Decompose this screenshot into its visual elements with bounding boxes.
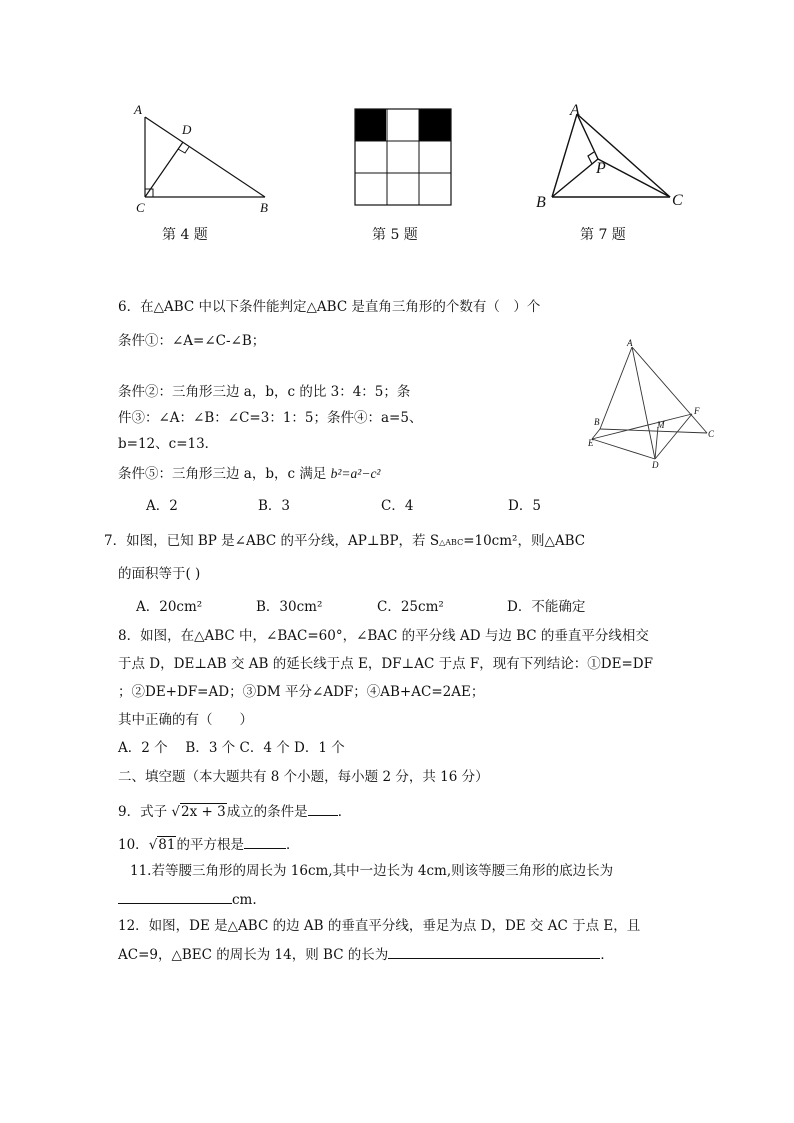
figure-5 [354, 108, 454, 208]
q6-option-b: B．3 [258, 498, 291, 514]
figure-7 [530, 100, 690, 220]
label-M: M [657, 420, 665, 430]
q11-answer-blank[interactable] [118, 889, 232, 904]
label-C: C [708, 429, 715, 439]
q10 [118, 834, 299, 854]
q6-option-c: C．4 [381, 498, 414, 514]
q12-line-1: 12．如图，DE 是△ABC 的边 AB 的垂直平分线，垂足为点 D，DE 交 AC 于点 E，且 [118, 918, 641, 934]
figure-4-caption: 第 4 题 [162, 227, 208, 243]
q10-end: ． [285, 837, 300, 853]
label-C: C [136, 200, 145, 215]
q6-condition-1: 条件①：∠A=∠C-∠B； [118, 333, 266, 349]
label-E: E [588, 438, 594, 448]
label-F: F [694, 406, 700, 416]
q9 [118, 801, 351, 821]
q8-options: A．2 个 B．3 个 C．4 个 D．1 个 [118, 740, 345, 756]
q6-option-d: D．5 [508, 498, 541, 514]
q6-stem: 6．在△ABC 中以下条件能判定△ABC 是直角三角形的个数有（ ）个 [118, 299, 541, 315]
q10-suffix: 的平方根是 [176, 837, 244, 853]
q11-line-2 [118, 889, 257, 909]
label-A: A [627, 338, 633, 348]
label-D: D [652, 460, 659, 470]
q6-condition-3: 件③：∠A：∠B：∠C=3：1：5；条件④：a=5、 [118, 410, 423, 426]
q9-end: ． [337, 804, 352, 820]
q9-radical: √2x + 3 [171, 804, 226, 820]
q10-radical: √81 [148, 837, 176, 853]
q8-line-2: 于点 D，DE⊥AB 交 AB 的延长线于点 E，DF⊥AC 于点 F，现有下列结论：①DE=DF [118, 656, 653, 672]
q6-condition-5-text: 条件⑤：三角形三边 a，b，c 满足 [118, 466, 331, 482]
q9-prefix: 9．式子 [118, 804, 172, 820]
q7-stem-2: 的面积等于( ) [118, 566, 201, 582]
q12-line-2 [118, 944, 614, 964]
label-B: B [536, 194, 546, 211]
q11-line-1: 11.若等腰三角形的周长为 16cm,其中一边长为 4cm,则该等腰三角形的底边长为 [130, 863, 614, 879]
figure-8-diagram [580, 335, 730, 475]
q10-answer-blank[interactable] [244, 834, 286, 849]
q12-end: ． [600, 947, 614, 963]
q7-option-a: A．20cm² [136, 599, 203, 615]
q11-unit: cm. [232, 892, 257, 908]
q7-stem-b: =10cm²，则△ABC [463, 533, 586, 549]
q8-line-3: ；②DE+DF=AD；③DM 平分∠ADF；④AB+AC=2AE； [118, 684, 485, 700]
q12-answer-blank[interactable] [388, 944, 600, 959]
q10-radicand: 81 [158, 837, 176, 853]
section-2-heading: 二、填空题（本大题共有 8 个小题，每小题 2 分，共 16 分） [118, 769, 489, 785]
q6-condition-5-formula: b²=a²−c² [330, 466, 381, 481]
q7-stem-sub: △ABC [439, 538, 464, 547]
label-B: B [594, 417, 600, 427]
q8-line-1: 8．如图，在△ABC 中，∠BAC=60°，∠BAC 的平分线 AD 与边 BC 的垂直平分线相交 [118, 628, 649, 644]
q9-answer-blank[interactable] [308, 801, 338, 816]
q9-radicand: 2x + 3 [181, 804, 226, 820]
q8-line-4: 其中正确的有（ ） [118, 712, 253, 728]
label-D: D [182, 122, 192, 137]
figure-5-caption: 第 5 题 [372, 227, 418, 243]
q6-option-a: A．2 [146, 498, 178, 514]
label-C: C [672, 192, 683, 209]
q9-suffix: 成立的条件是 [226, 804, 308, 820]
figure-4 [128, 98, 278, 218]
figure-7-caption: 第 7 题 [580, 227, 626, 243]
figure-4-diagram [128, 98, 278, 218]
q6-condition-2: 条件②：三角形三边 a，b，c 的比 3：4：5；条 [118, 384, 411, 400]
q6-condition-5 [118, 465, 380, 483]
q10-prefix: 10． [118, 837, 149, 853]
figure-8 [580, 335, 730, 475]
label-A: A [134, 102, 142, 117]
q7-option-d: D．不能确定 [507, 599, 586, 615]
q7-option-b: B．30cm² [256, 599, 323, 615]
q6-condition-3b: b=12、c=13． [118, 436, 219, 452]
label-A: A [570, 102, 580, 119]
q7-stem-a: 7．如图，已知 BP 是∠ABC 的平分线，AP⊥BP，若 S [104, 533, 440, 549]
q7-option-c: C．25cm² [377, 599, 444, 615]
label-P: P [596, 160, 606, 177]
figure-7-diagram [530, 100, 690, 220]
q7-stem [104, 532, 585, 552]
figure-5-grid [354, 108, 454, 208]
q12-line-2-text: AC=9，△BEC 的周长为 14，则 BC 的长为 [118, 947, 389, 963]
label-B: B [260, 200, 268, 215]
